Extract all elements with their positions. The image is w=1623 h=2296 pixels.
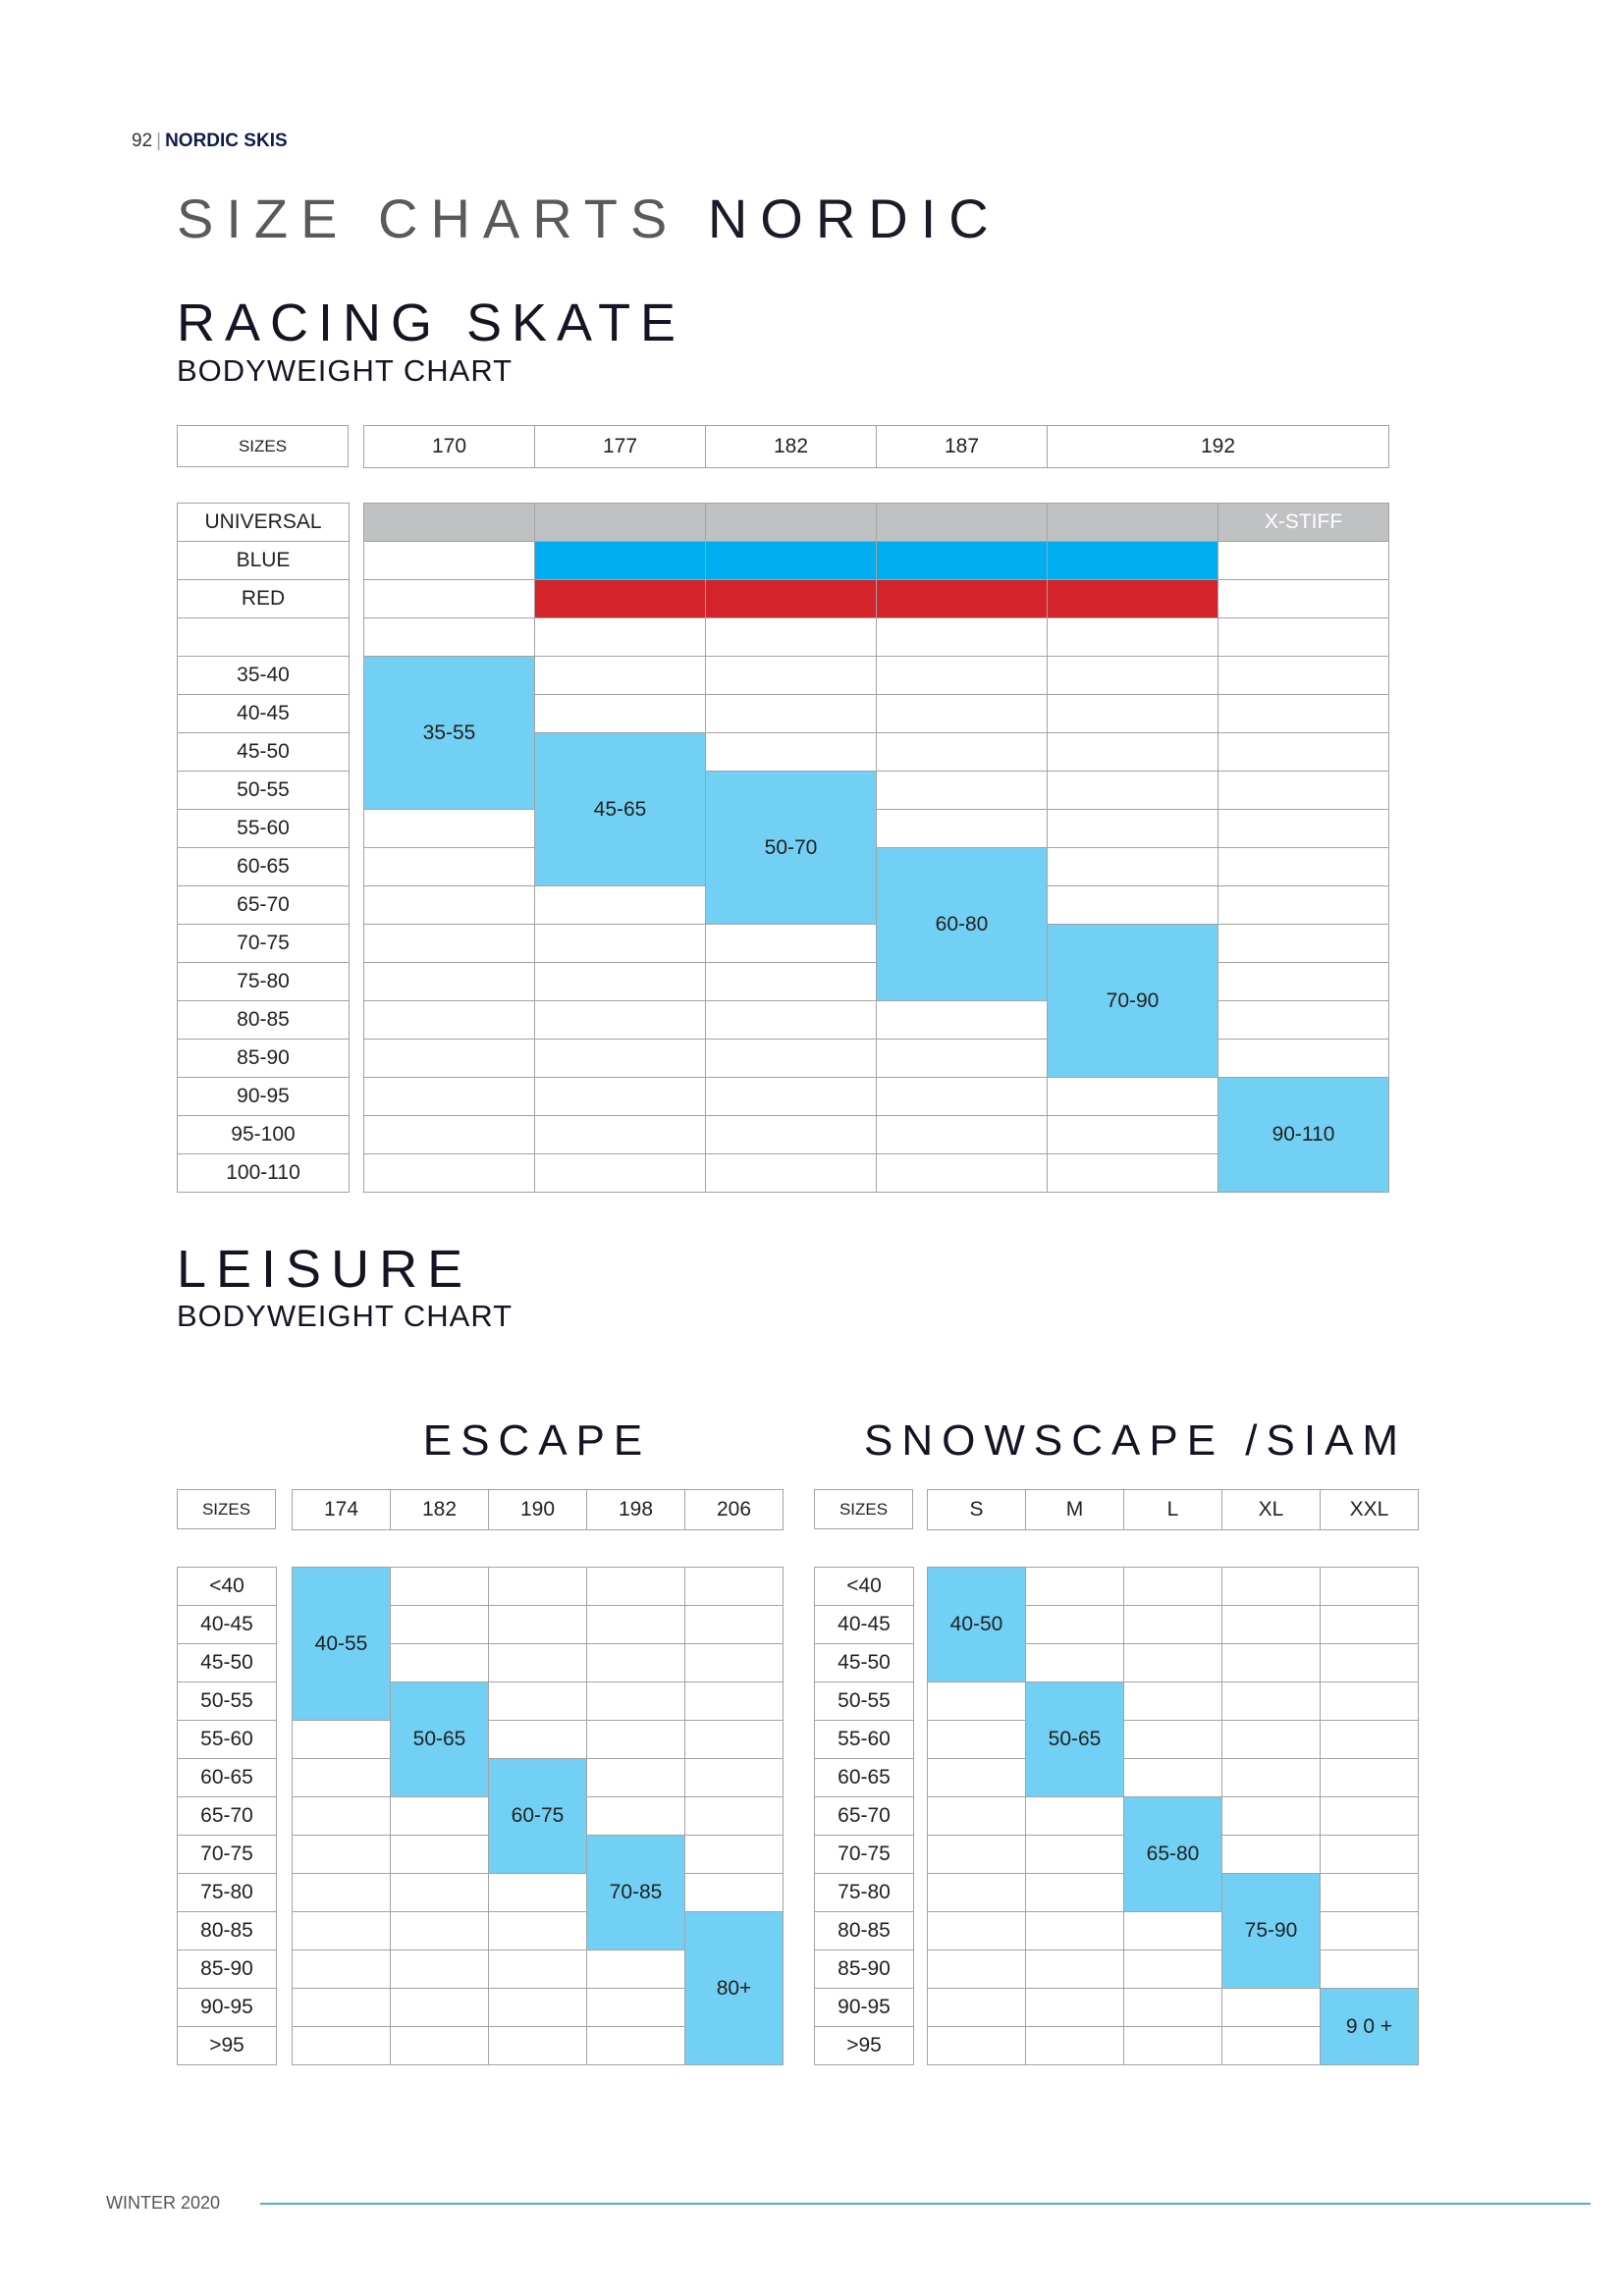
empty-cell xyxy=(390,1567,489,1606)
racing-size-row xyxy=(363,425,1388,467)
empty-cell xyxy=(1047,809,1218,848)
empty-cell xyxy=(292,1988,391,2027)
empty-cell xyxy=(1047,885,1218,925)
escape-weight-label: >95 xyxy=(177,2026,277,2065)
escape-sizes-label: SIZES xyxy=(177,1489,276,1529)
empty-cell xyxy=(1320,1682,1419,1721)
x-stiff-band: X-STIFF xyxy=(1217,503,1389,542)
racing-sizes-header xyxy=(177,425,349,467)
escape-size-190: 190 xyxy=(488,1489,587,1530)
range-cell-80+: 80+ xyxy=(684,1911,784,2065)
racing-weight-label: 50-55 xyxy=(177,771,350,810)
snowscape-row-labels xyxy=(814,1567,913,2064)
empty-cell xyxy=(705,924,877,963)
footer-text: WINTER 2020 xyxy=(106,2193,221,2213)
range-cell-50-70: 50-70 xyxy=(705,771,877,925)
empty-cell xyxy=(488,1643,587,1682)
snowscape-sizes-header xyxy=(814,1489,913,1529)
escape-grid xyxy=(292,1567,783,2064)
empty-cell xyxy=(1047,1115,1218,1154)
empty-cell xyxy=(534,656,706,695)
empty-cell xyxy=(1047,617,1218,657)
empty-cell xyxy=(292,1873,391,1912)
racing-size-182: 182 xyxy=(705,425,877,468)
empty-cell xyxy=(684,1720,784,1759)
empty-cell xyxy=(684,1567,784,1606)
empty-cell xyxy=(363,617,535,657)
empty-cell xyxy=(1221,1682,1321,1721)
empty-cell xyxy=(1217,1039,1389,1078)
empty-cell xyxy=(292,1835,391,1874)
empty-cell xyxy=(363,1039,535,1078)
empty-cell xyxy=(1320,1835,1419,1874)
range-cell-40-50: 40-50 xyxy=(927,1567,1026,1682)
red-band-cell xyxy=(876,579,1048,618)
empty-cell xyxy=(292,1911,391,1950)
escape-size-row xyxy=(292,1489,783,1529)
empty-cell xyxy=(1123,1567,1222,1606)
escape-size-206: 206 xyxy=(684,1489,784,1530)
empty-cell xyxy=(1123,1682,1222,1721)
empty-cell xyxy=(586,1643,685,1682)
empty-cell xyxy=(363,962,535,1001)
empty-cell xyxy=(1123,1643,1222,1682)
escape-size-198: 198 xyxy=(586,1489,685,1530)
racing-flex-label: BLUE xyxy=(177,541,350,580)
empty-cell xyxy=(876,694,1048,733)
empty-cell xyxy=(363,1115,535,1154)
empty-cell xyxy=(1221,1567,1321,1606)
empty-cell xyxy=(705,732,877,772)
empty-cell xyxy=(488,1949,587,1989)
blue-band-cell xyxy=(534,541,706,580)
empty-cell xyxy=(1217,885,1389,925)
empty-cell xyxy=(363,1077,535,1116)
empty-cell xyxy=(684,1643,784,1682)
empty-cell xyxy=(363,885,535,925)
empty-cell xyxy=(1047,1077,1218,1116)
leisure-subheading: BODYWEIGHT CHART xyxy=(177,1299,514,1333)
empty-cell xyxy=(586,1758,685,1797)
empty-cell xyxy=(1025,1873,1124,1912)
empty-cell xyxy=(1217,732,1389,772)
empty-cell xyxy=(1221,2026,1321,2065)
empty-cell xyxy=(586,1567,685,1606)
racing-grid xyxy=(363,503,1388,1192)
escape-weight-label: 40-45 xyxy=(177,1605,277,1644)
escape-weight-label: 85-90 xyxy=(177,1949,277,1989)
empty-cell xyxy=(586,1796,685,1836)
empty-cell xyxy=(1221,1796,1321,1836)
snowscape-weight-label: 50-55 xyxy=(814,1682,914,1721)
empty-cell xyxy=(1320,1605,1419,1644)
empty-cell xyxy=(1320,1911,1419,1950)
range-cell-35-55: 35-55 xyxy=(363,656,535,810)
snowscape-weight-label: 85-90 xyxy=(814,1949,914,1989)
empty-cell xyxy=(292,2026,391,2065)
empty-cell xyxy=(1320,1567,1419,1606)
racing-heading: RACING SKATE xyxy=(177,294,686,352)
empty-cell xyxy=(705,694,877,733)
empty-cell xyxy=(705,1039,877,1078)
empty-cell xyxy=(684,1796,784,1836)
section-name: NORDIC SKIS xyxy=(165,131,288,151)
universal-band-cell xyxy=(705,503,877,542)
empty-cell xyxy=(390,1988,489,2027)
empty-cell xyxy=(1123,1911,1222,1950)
empty-cell xyxy=(534,1153,706,1193)
snowscape-sizes-label: SIZES xyxy=(814,1489,913,1529)
racing-weight-label: 65-70 xyxy=(177,885,350,925)
range-cell-65-80: 65-80 xyxy=(1123,1796,1222,1912)
empty-cell xyxy=(876,1077,1048,1116)
empty-cell xyxy=(292,1949,391,1989)
empty-cell xyxy=(586,1949,685,1989)
empty-cell xyxy=(363,924,535,963)
empty-cell xyxy=(1320,1720,1419,1759)
empty-cell xyxy=(1047,847,1218,886)
empty-cell xyxy=(1025,1911,1124,1950)
empty-cell xyxy=(1123,2026,1222,2065)
empty-cell xyxy=(390,1873,489,1912)
escape-row-labels xyxy=(177,1567,276,2064)
empty-cell xyxy=(390,1911,489,1950)
empty-cell xyxy=(876,1039,1048,1078)
empty-cell xyxy=(927,1911,1026,1950)
escape-weight-label: 50-55 xyxy=(177,1682,277,1721)
escape-weight-label: 90-95 xyxy=(177,1988,277,2027)
escape-size-174: 174 xyxy=(292,1489,391,1530)
empty-cell xyxy=(927,1949,1026,1989)
racing-label-spacer xyxy=(177,617,350,657)
empty-cell xyxy=(1320,1796,1419,1836)
empty-cell xyxy=(705,1115,877,1154)
empty-cell xyxy=(684,1682,784,1721)
empty-cell xyxy=(1217,617,1389,657)
empty-cell xyxy=(390,1796,489,1836)
empty-cell xyxy=(705,1077,877,1116)
empty-cell xyxy=(390,1643,489,1682)
empty-cell xyxy=(1217,962,1389,1001)
snowscape-size-XL: XL xyxy=(1221,1489,1321,1530)
empty-cell xyxy=(1221,1605,1321,1644)
snowscape-size-L: L xyxy=(1123,1489,1222,1530)
empty-cell xyxy=(1320,1873,1419,1912)
page-number: 92 xyxy=(132,131,153,151)
empty-cell xyxy=(534,617,706,657)
empty-cell xyxy=(1047,1153,1218,1193)
empty-cell xyxy=(1025,1988,1124,2027)
empty-cell xyxy=(1025,1567,1124,1606)
empty-cell xyxy=(705,1153,877,1193)
empty-cell xyxy=(876,732,1048,772)
empty-cell xyxy=(1025,1949,1124,1989)
blue-band-cell xyxy=(1047,541,1218,580)
range-cell-60-75: 60-75 xyxy=(488,1758,587,1874)
universal-band-cell xyxy=(876,503,1048,542)
range-cell-40-55: 40-55 xyxy=(292,1567,391,1721)
range-cell-70-85: 70-85 xyxy=(586,1835,685,1950)
empty-cell xyxy=(684,1873,784,1912)
empty-cell xyxy=(363,1000,535,1040)
empty-cell xyxy=(488,1720,587,1759)
empty-cell xyxy=(1047,771,1218,810)
empty-cell xyxy=(1221,1643,1321,1682)
empty-cell xyxy=(586,1988,685,2027)
empty-cell xyxy=(1320,1758,1419,1797)
escape-weight-label: 80-85 xyxy=(177,1911,277,1950)
snowscape-weight-label: >95 xyxy=(814,2026,914,2065)
empty-cell xyxy=(488,1873,587,1912)
snowscape-weight-label: 40-45 xyxy=(814,1605,914,1644)
empty-cell xyxy=(705,656,877,695)
empty-cell xyxy=(1123,1605,1222,1644)
empty-cell xyxy=(1217,694,1389,733)
empty-cell xyxy=(876,1000,1048,1040)
page-title-light: SIZE CHARTS xyxy=(177,187,680,249)
universal-band-cell xyxy=(363,503,535,542)
empty-cell xyxy=(1217,809,1389,848)
range-cell-90+: 9 0 + xyxy=(1320,1988,1419,2065)
empty-cell xyxy=(1217,924,1389,963)
racing-weight-label: 75-80 xyxy=(177,962,350,1001)
empty-cell xyxy=(927,1796,1026,1836)
empty-cell xyxy=(488,1567,587,1606)
snowscape-weight-label: <40 xyxy=(814,1567,914,1606)
empty-cell xyxy=(1221,1988,1321,2027)
empty-cell xyxy=(1217,1000,1389,1040)
escape-weight-label: 55-60 xyxy=(177,1720,277,1759)
snowscape-size-row xyxy=(927,1489,1418,1529)
escape-title: ESCAPE xyxy=(422,1416,652,1465)
empty-cell xyxy=(1025,1796,1124,1836)
empty-cell xyxy=(488,2026,587,2065)
range-cell-60-80: 60-80 xyxy=(876,847,1048,1001)
empty-cell xyxy=(1320,1643,1419,1682)
blue-band-cell xyxy=(876,541,1048,580)
snowscape-weight-label: 60-65 xyxy=(814,1758,914,1797)
empty-cell xyxy=(1025,1605,1124,1644)
racing-weight-label: 100-110 xyxy=(177,1153,350,1193)
racing-weight-label: 45-50 xyxy=(177,732,350,772)
range-cell-75-90: 75-90 xyxy=(1221,1873,1321,1989)
empty-cell xyxy=(586,1720,685,1759)
empty-cell xyxy=(586,1605,685,1644)
racing-weight-label: 70-75 xyxy=(177,924,350,963)
empty-cell xyxy=(1025,1643,1124,1682)
empty-cell xyxy=(390,1949,489,1989)
empty-cell xyxy=(292,1758,391,1797)
racing-weight-label: 35-40 xyxy=(177,656,350,695)
empty-cell xyxy=(534,1077,706,1116)
header-separator: | xyxy=(156,131,162,151)
snowscape-title: SNOWSCAPE /SIAM xyxy=(864,1416,1408,1465)
racing-weight-label: 85-90 xyxy=(177,1039,350,1078)
empty-cell xyxy=(1217,771,1389,810)
empty-cell xyxy=(927,1835,1026,1874)
empty-cell xyxy=(1123,1949,1222,1989)
empty-cell xyxy=(534,924,706,963)
empty-cell xyxy=(1047,732,1218,772)
empty-cell xyxy=(390,1835,489,1874)
snowscape-grid xyxy=(927,1567,1418,2064)
escape-weight-label: 70-75 xyxy=(177,1835,277,1874)
snowscape-weight-label: 55-60 xyxy=(814,1720,914,1759)
empty-cell xyxy=(1025,1835,1124,1874)
empty-cell xyxy=(876,771,1048,810)
range-cell-50-65: 50-65 xyxy=(1025,1682,1124,1797)
range-cell-70-90: 70-90 xyxy=(1047,924,1218,1078)
universal-band-cell xyxy=(1047,503,1218,542)
empty-cell xyxy=(705,962,877,1001)
empty-cell xyxy=(1221,1758,1321,1797)
page-title xyxy=(177,187,1001,250)
empty-cell xyxy=(876,1153,1048,1193)
empty-cell xyxy=(684,1835,784,1874)
footer-divider xyxy=(260,2203,1591,2205)
empty-cell xyxy=(1123,1720,1222,1759)
empty-cell xyxy=(390,1605,489,1644)
racing-size-187: 187 xyxy=(876,425,1048,468)
empty-cell xyxy=(1047,656,1218,695)
racing-weight-label: 90-95 xyxy=(177,1077,350,1116)
empty-cell xyxy=(292,1796,391,1836)
leisure-heading: LEISURE xyxy=(177,1240,473,1299)
empty-cell xyxy=(876,809,1048,848)
empty-cell xyxy=(488,1988,587,2027)
racing-weight-label: 40-45 xyxy=(177,694,350,733)
empty-cell xyxy=(363,541,535,580)
empty-cell xyxy=(1320,1949,1419,1989)
range-cell-45-65: 45-65 xyxy=(534,732,706,886)
empty-cell xyxy=(705,1000,877,1040)
snowscape-weight-label: 70-75 xyxy=(814,1835,914,1874)
snowscape-weight-label: 80-85 xyxy=(814,1911,914,1950)
red-band-cell xyxy=(705,579,877,618)
red-band-cell xyxy=(1047,579,1218,618)
escape-weight-label: 45-50 xyxy=(177,1643,277,1682)
empty-cell xyxy=(876,1115,1048,1154)
red-band-cell xyxy=(534,579,706,618)
empty-cell xyxy=(390,2026,489,2065)
empty-cell xyxy=(1047,694,1218,733)
empty-cell xyxy=(586,2026,685,2065)
page-title-dark: NORDIC xyxy=(707,187,1001,249)
escape-sizes-header xyxy=(177,1489,276,1529)
empty-cell xyxy=(1217,541,1389,580)
empty-cell xyxy=(363,809,535,848)
blue-band-cell xyxy=(705,541,877,580)
snowscape-weight-label: 90-95 xyxy=(814,1988,914,2027)
empty-cell xyxy=(363,1153,535,1193)
racing-size-170: 170 xyxy=(363,425,535,468)
universal-band-cell xyxy=(534,503,706,542)
snowscape-weight-label: 45-50 xyxy=(814,1643,914,1682)
empty-cell xyxy=(1221,1720,1321,1759)
empty-cell xyxy=(534,1115,706,1154)
empty-cell xyxy=(927,1758,1026,1797)
empty-cell xyxy=(684,1758,784,1797)
racing-sizes-label: SIZES xyxy=(177,425,349,467)
racing-row-labels xyxy=(177,503,349,1192)
empty-cell xyxy=(1025,2026,1124,2065)
snowscape-size-S: S xyxy=(927,1489,1026,1530)
empty-cell xyxy=(534,694,706,733)
empty-cell xyxy=(1217,579,1389,618)
snowscape-weight-label: 65-70 xyxy=(814,1796,914,1836)
empty-cell xyxy=(927,1682,1026,1721)
escape-weight-label: 75-80 xyxy=(177,1873,277,1912)
racing-subheading: BODYWEIGHT CHART xyxy=(177,353,514,388)
range-cell-90-110: 90-110 xyxy=(1217,1077,1389,1193)
empty-cell xyxy=(876,617,1048,657)
snowscape-size-M: M xyxy=(1025,1489,1124,1530)
empty-cell xyxy=(586,1682,685,1721)
empty-cell xyxy=(876,656,1048,695)
racing-size-177: 177 xyxy=(534,425,706,468)
racing-flex-label: RED xyxy=(177,579,350,618)
empty-cell xyxy=(1123,1758,1222,1797)
empty-cell xyxy=(705,617,877,657)
escape-weight-label: <40 xyxy=(177,1567,277,1606)
racing-size-192: 192 xyxy=(1047,425,1389,468)
empty-cell xyxy=(534,885,706,925)
empty-cell xyxy=(488,1605,587,1644)
empty-cell xyxy=(534,1039,706,1078)
page-header xyxy=(132,131,288,152)
escape-weight-label: 60-65 xyxy=(177,1758,277,1797)
empty-cell xyxy=(363,847,535,886)
racing-weight-label: 80-85 xyxy=(177,1000,350,1040)
empty-cell xyxy=(927,1988,1026,2027)
empty-cell xyxy=(927,2026,1026,2065)
racing-weight-label: 55-60 xyxy=(177,809,350,848)
empty-cell xyxy=(363,579,535,618)
snowscape-weight-label: 75-80 xyxy=(814,1873,914,1912)
empty-cell xyxy=(927,1720,1026,1759)
range-cell-50-65: 50-65 xyxy=(390,1682,489,1797)
empty-cell xyxy=(684,1605,784,1644)
empty-cell xyxy=(488,1911,587,1950)
racing-weight-label: 95-100 xyxy=(177,1115,350,1154)
snowscape-size-XXL: XXL xyxy=(1320,1489,1419,1530)
empty-cell xyxy=(1217,847,1389,886)
empty-cell xyxy=(927,1873,1026,1912)
empty-cell xyxy=(1217,656,1389,695)
racing-flex-label: UNIVERSAL xyxy=(177,503,350,542)
escape-weight-label: 65-70 xyxy=(177,1796,277,1836)
escape-size-182: 182 xyxy=(390,1489,489,1530)
empty-cell xyxy=(1123,1988,1222,2027)
empty-cell xyxy=(534,962,706,1001)
racing-weight-label: 60-65 xyxy=(177,847,350,886)
empty-cell xyxy=(292,1720,391,1759)
empty-cell xyxy=(1221,1835,1321,1874)
empty-cell xyxy=(534,1000,706,1040)
empty-cell xyxy=(488,1682,587,1721)
